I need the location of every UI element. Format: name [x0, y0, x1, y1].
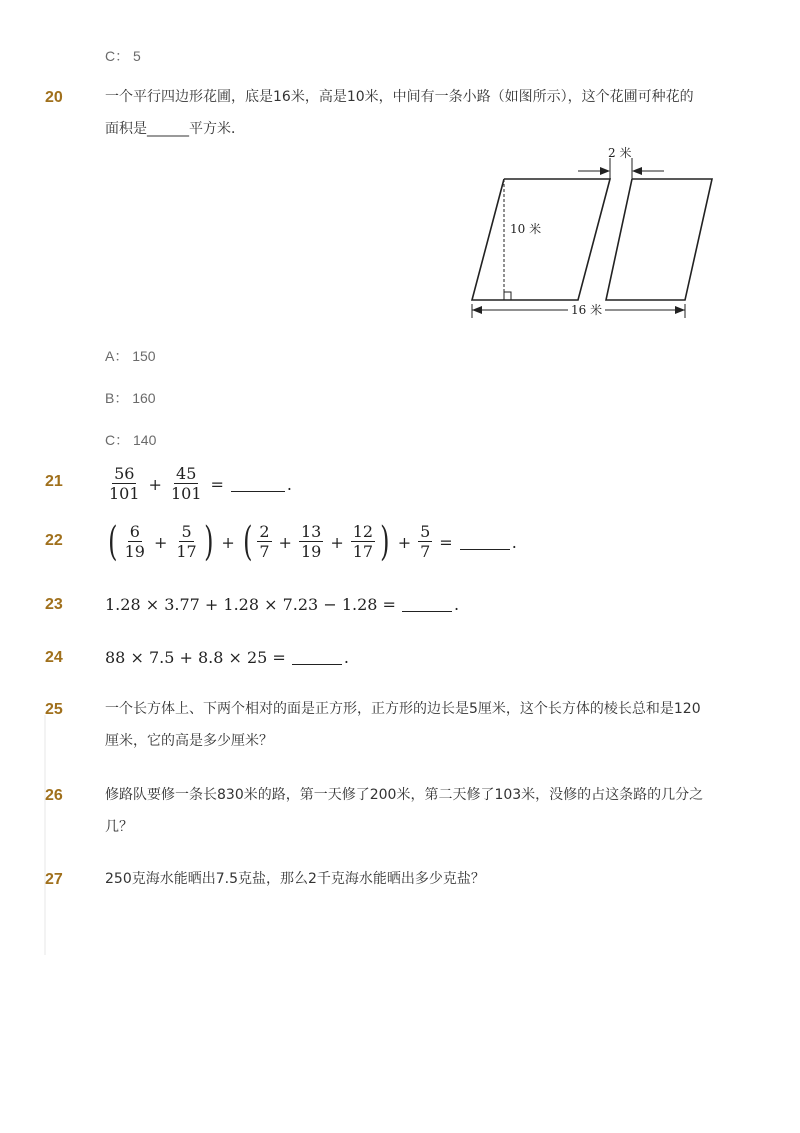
gap-arrow-right	[632, 167, 642, 175]
question-number-27: 27	[45, 871, 63, 888]
gap-label: 2 米	[608, 146, 632, 160]
left-parallelogram	[472, 179, 610, 300]
question-number-24: 24	[45, 649, 63, 666]
q23-expression: 1.28 × 3.77 + 1.28 × 7.23 − 1.28 = .	[105, 595, 460, 614]
question-number-23: 23	[45, 596, 63, 613]
base-arrow-right	[675, 306, 685, 314]
q27-text-line1: 250克海水能晒出7.5克盐，那么2千克海水能晒出多少克盐？	[105, 871, 485, 887]
q25-text-line1: 一个长方体上、下两个相对的面是正方形，正方形的边长是5厘米，这个长方体的棱长总和是120	[105, 701, 701, 717]
q19-option-c[interactable]: C： 5	[105, 48, 141, 64]
parallelogram-garden-figure	[460, 140, 730, 325]
question-number-21: 21	[45, 473, 63, 490]
q20-text-line2: 面积是______平方米．	[105, 121, 245, 137]
base-label: 16 米	[571, 303, 603, 317]
question-number-20: 20	[45, 89, 63, 106]
right-parallelogram	[606, 179, 712, 300]
q20-option-c[interactable]: C： 140	[105, 432, 157, 448]
gap-arrow-left	[600, 167, 610, 175]
q26-text-line1: 修路队要修一条长830米的路，第一天修了200米，第二天修了103米，没修的占这条路的几分之	[105, 787, 704, 803]
q20-option-a[interactable]: A： 150	[105, 348, 156, 364]
height-label: 10 米	[510, 222, 542, 236]
q20-option-b[interactable]: B： 160	[105, 390, 156, 406]
right-angle-mark	[504, 292, 511, 300]
question-number-22: 22	[45, 532, 63, 549]
base-arrow-left	[472, 306, 482, 314]
q26-text-line2: 几？	[105, 819, 133, 835]
q20-text-line1: 一个平行四边形花圃，底是16米，高是10米，中间有一条小路（如图所示），这个花圃可种花的	[105, 89, 694, 105]
question-number-25: 25	[45, 701, 63, 718]
page-margin-bar	[44, 715, 46, 955]
question-number-26: 26	[45, 787, 63, 804]
fraction: $\frac{45}{101}$	[170, 464, 202, 503]
q25-text-line2: 厘米，它的高是多少厘米？	[105, 733, 273, 749]
q22-expression: ( $\frac{6}{19}$ + $\frac{5}{17}$ ) + ( $\frac{2}{7}$ + $\frac{13}{19}$ + $\frac{12}{17}$ ) + $\frac{5}{7}$ = .	[108, 519, 517, 565]
fraction: $\frac{56}{101}$	[109, 464, 140, 503]
q21-expression: $\frac{56}{101}$ + $\frac{45}{101}$ = .	[109, 464, 292, 503]
answer-blank[interactable]	[292, 650, 342, 665]
answer-blank[interactable]	[231, 477, 285, 492]
q24-expression: 88 × 7.5 + 8.8 × 25 = .	[105, 648, 349, 667]
answer-blank[interactable]	[460, 535, 510, 550]
answer-blank[interactable]	[402, 597, 452, 612]
